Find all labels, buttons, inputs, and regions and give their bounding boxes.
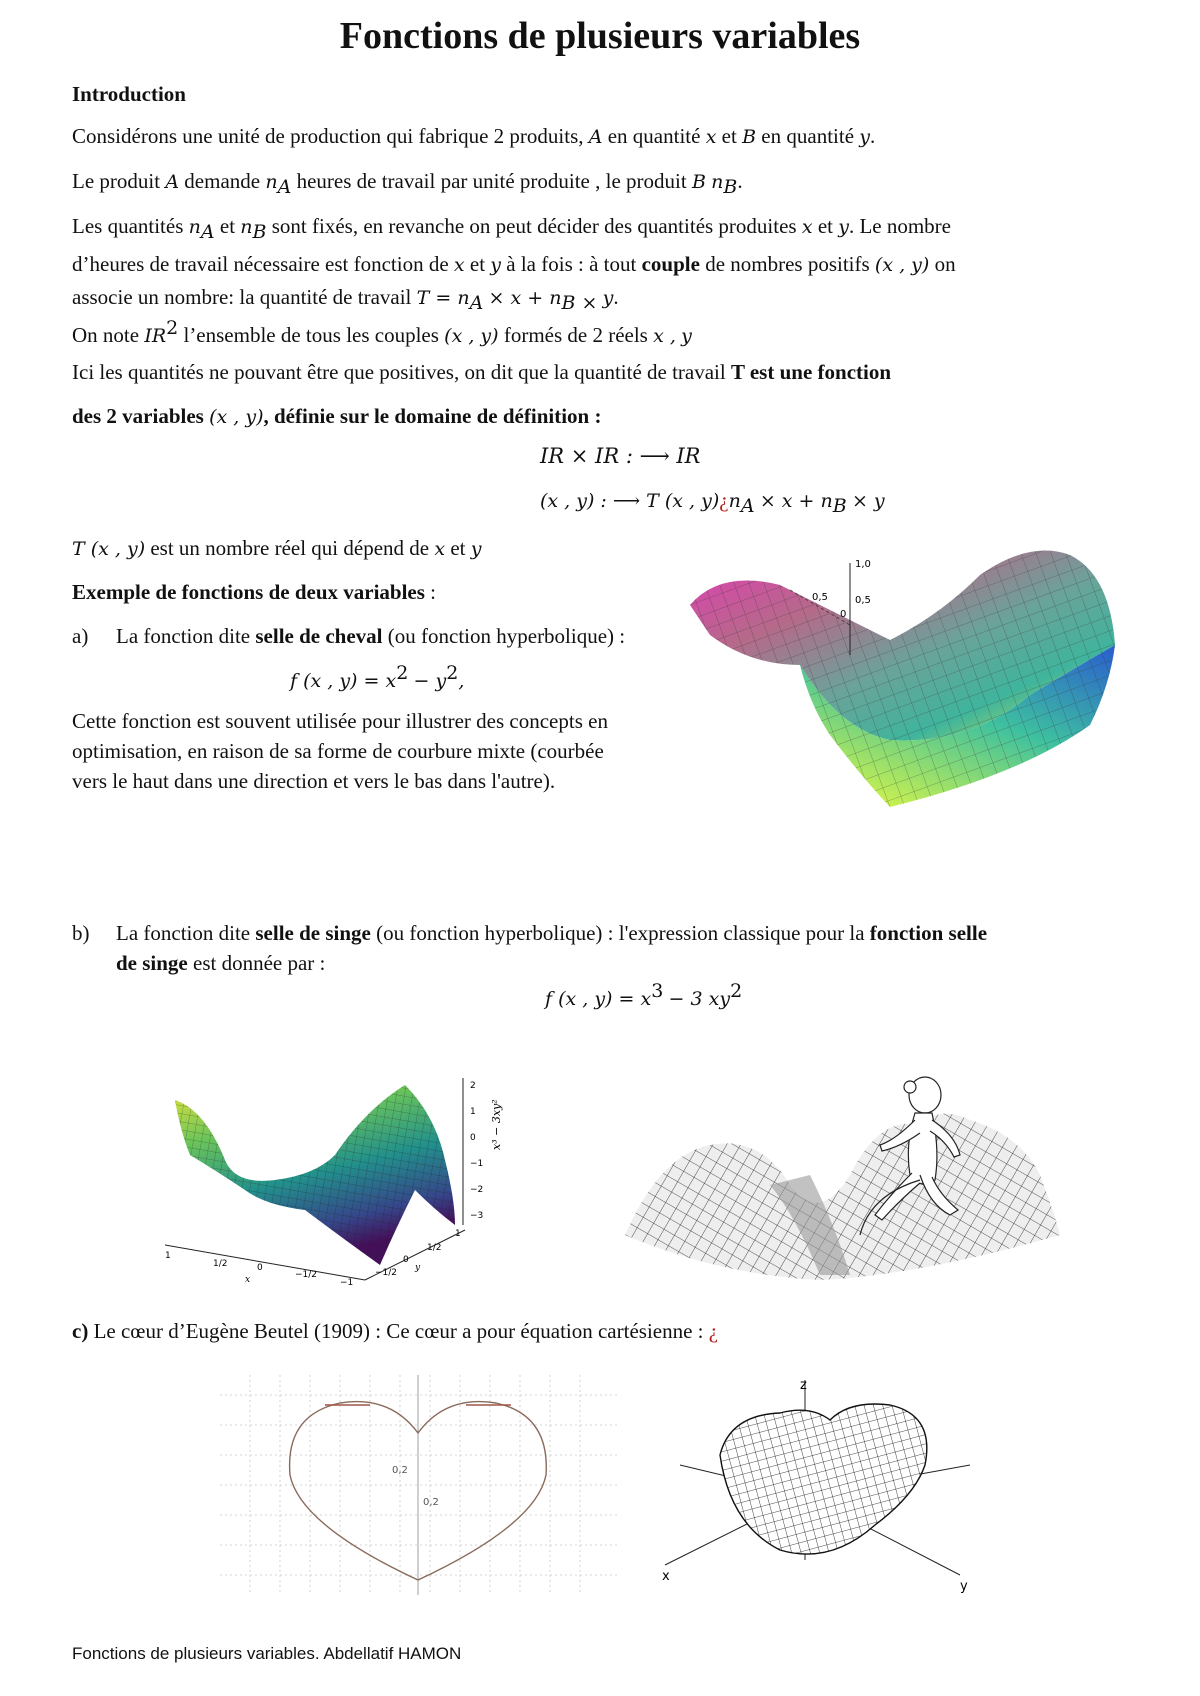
p2-subB: B — [723, 176, 738, 199]
heart-3d-figure — [660, 1375, 990, 1595]
p1-B: B — [742, 126, 757, 148]
p5-text1: Ici les quantités ne pouvant être que positives, on dit que la quantité de travail — [72, 360, 726, 384]
saddle-tick-a: 0,5 — [812, 592, 828, 603]
eq-b-lhs: f (x , y) = x — [545, 988, 652, 1010]
p3-x: x — [801, 216, 813, 238]
p7-et: et — [450, 536, 466, 560]
item-a-label: a) — [72, 624, 89, 648]
paragraph-4 — [72, 312, 1140, 352]
paragraph-3: Les quantités $n_A$ et $n_B$ sont fixés, en revanche on peut décider des quantités produites x et y. Le nombre d’heures de travail nécessaire est fonction de x et y à la fois : à tout couple de nombres positifs (x , y) on associe un nombre: la quantité de travail $T = n_A \times x + n_{B \times}$ y. — [72, 214, 956, 315]
p7-x: x — [434, 538, 446, 560]
equation-mapping — [540, 488, 885, 517]
monkey-x-tick-1: 1/2 — [213, 1259, 228, 1269]
para-a-line2: optimisation, en raison de sa forme de courbure mixte (courbée — [72, 739, 604, 763]
eq-a-sup2: 2 — [446, 662, 459, 684]
monkey-y-tick-3: 1 — [455, 1229, 461, 1239]
intro-heading: Introduction — [72, 82, 186, 106]
p3-line1c: . Le nombre — [848, 214, 951, 238]
p1-text3: et — [721, 124, 737, 148]
p2-text1: Le produit — [72, 169, 161, 193]
page-footer: Fonctions de plusieurs variables. Abdellatif HAMON — [72, 1644, 462, 1663]
p5-bold: T est une fonction — [730, 360, 892, 384]
item-c-text: Le cœur d’Eugène Beutel (1909) : Ce cœur a pour équation cartésienne : — [93, 1319, 704, 1343]
p6-bold1: des 2 variables — [72, 404, 204, 428]
page-title: Fonctions de plusieurs variables — [339, 15, 861, 57]
item-b-label: b) — [72, 921, 90, 945]
monkey-y-tick-1: 0 — [403, 1255, 409, 1265]
monkey-z-tick-0: 2 — [470, 1081, 476, 1091]
monkey-saddle-figure — [165, 1070, 535, 1295]
p1-y: y — [859, 126, 870, 148]
heart3d-x-label: x — [662, 1569, 670, 1584]
monkey-y-tick-2: 1/2 — [427, 1243, 442, 1253]
p3-xy: (x , y) — [874, 254, 930, 277]
eq-a-mid: − y — [413, 670, 447, 692]
p4-x: x , — [653, 325, 676, 347]
item-c-label: c) — [72, 1319, 89, 1343]
paragraph-2 — [72, 165, 1140, 203]
saddle-tick-mid: 0,5 — [855, 595, 871, 606]
saddle-surface-figure — [690, 545, 1130, 810]
p3-et2: et — [817, 214, 833, 238]
p7-y: y — [470, 538, 482, 560]
monkey-y-tick-0: −1/2 — [375, 1268, 398, 1278]
equation-monkey-saddle — [545, 980, 742, 1011]
p1-x: x — [705, 126, 717, 148]
monkey-z-tick-5: −3 — [470, 1211, 484, 1221]
p1-text4: en quantité — [761, 124, 855, 148]
item-a-text2: (ou fonction hyperbolique) : — [387, 624, 626, 648]
item-c-q: ¿ — [708, 1319, 719, 1343]
heart-2d-figure — [220, 1375, 620, 1595]
paragraph-saddle — [72, 706, 712, 796]
item-b-text2: (ou fonction hyperbolique) : l'expression classique pour la — [376, 921, 865, 945]
example-colon: : — [430, 580, 437, 604]
p3-subA: A — [200, 221, 215, 244]
monkey-z-tick-1: 1 — [470, 1107, 476, 1117]
item-c — [72, 1315, 1140, 1347]
p1-A: A — [588, 126, 603, 148]
heart-label-2: 0,2 — [423, 1497, 439, 1508]
p3-formula: T = n — [416, 287, 470, 310]
saddle-tick-b: 0 — [840, 609, 847, 620]
p3-y: y — [838, 216, 849, 238]
eq2-c: × x + n — [759, 490, 833, 512]
eq2-d: × y — [851, 490, 885, 512]
paragraph-1 — [72, 120, 1140, 153]
saddle-tick-top: 1,0 — [855, 559, 871, 570]
p3-line1a: Les quantités — [72, 214, 184, 238]
item-b-text1: La fonction dite — [116, 921, 251, 945]
p1-text2: en quantité — [607, 124, 701, 148]
paragraph-6 — [72, 400, 1140, 433]
p3-f-end: y — [602, 287, 614, 310]
p2-A: A — [165, 171, 180, 193]
p3-end: . — [613, 285, 619, 310]
monkey-mesh — [175, 1085, 455, 1265]
monkey-y-name: y — [415, 1263, 421, 1273]
p4-text2: l’ensemble de tous les couples — [183, 323, 439, 347]
p2-B: B — [691, 171, 706, 193]
p2-nA: n — [265, 171, 278, 193]
eq-b-mid: − 3 xy — [668, 988, 731, 1010]
p6-bold2: , définie sur le domaine de définition : — [263, 404, 602, 428]
p3-nA: n — [188, 216, 201, 238]
item-b-bold1: selle de singe — [255, 921, 371, 945]
item-b — [72, 918, 1140, 978]
p2-text3: heures de travail par unité produite , le produit — [296, 169, 687, 193]
heart3d-y-label: y — [960, 1579, 968, 1594]
monkey-z-tick-2: 0 — [470, 1133, 476, 1143]
p2-subA: A — [277, 176, 292, 199]
monkey-x-name: x — [245, 1275, 251, 1285]
p3-line2c: de nombres positifs — [705, 252, 870, 277]
p3-nB: n — [240, 216, 253, 238]
equation-domain: IR × IR : ⟶ IR — [540, 444, 701, 468]
p2-end: . — [737, 169, 743, 193]
monkey-z-label: x³ − 3xy² — [490, 1099, 503, 1150]
item-b-bold2: fonction selle — [869, 921, 988, 945]
eq2-b: n — [728, 490, 741, 512]
saddle-mesh — [690, 551, 1115, 808]
eq-b-sup1: 3 — [651, 980, 664, 1002]
p3-f-subB: B × — [561, 292, 598, 315]
monkey-x-tick-0: 1 — [165, 1251, 171, 1261]
p4-text1: On note — [72, 323, 140, 347]
heart3d-z-label: z — [800, 1378, 807, 1393]
monkey-x-tick-4: −1 — [340, 1278, 354, 1288]
item-a-bold: selle de cheval — [255, 624, 383, 648]
p3-line3a: associe un nombre: la quantité de travail — [72, 285, 412, 310]
paragraph-5 — [72, 356, 1140, 388]
heart3d-mesh — [720, 1404, 927, 1554]
monkey-x-tick-2: 0 — [257, 1263, 263, 1273]
item-b-text3: est donnée par : — [193, 951, 326, 975]
eq2-subA: A — [740, 495, 755, 518]
eq2-subB: B — [832, 495, 847, 518]
eq2-q: ¿ — [719, 488, 729, 512]
para-a-line3: vers le haut dans une direction et vers le bas dans l'autre). — [72, 769, 556, 793]
p4-y: y — [681, 325, 692, 347]
p3-f-mid: × x + n — [488, 287, 562, 310]
p3-line1b: sont fixés, en revanche on peut décider des quantités produites — [271, 214, 797, 238]
p2-nB: n — [711, 171, 724, 193]
p6-xy: (x , y) — [209, 406, 264, 428]
p7-m1: T (x , y) — [72, 538, 146, 560]
p3-line2d: on — [934, 252, 956, 277]
p2-text2: demande — [184, 169, 261, 193]
equation-saddle — [290, 662, 464, 693]
p3-f-subA: A — [469, 292, 484, 315]
monkey-z-tick-3: −1 — [470, 1159, 484, 1169]
item-b-bold3: de singe — [116, 951, 188, 975]
p1-end: . — [870, 124, 876, 148]
p1-text1: Considérons une unité de production qui fabrique 2 produits, — [72, 124, 584, 148]
p3-subB: B — [252, 221, 267, 244]
p3-et: et — [219, 214, 236, 238]
p4-xy: (x , y) — [444, 325, 499, 347]
para-a-line1: Cette fonction est souvent utilisée pour illustrer des concepts en — [72, 709, 608, 733]
monkey-z-tick-4: −2 — [470, 1185, 484, 1195]
p3-line2b: à la fois : à tout — [506, 252, 637, 277]
heart-grid — [220, 1375, 620, 1595]
p4-IR: IR — [144, 325, 167, 347]
example-heading: Exemple de fonctions de deux variables — [72, 580, 425, 604]
p3-line2a: d’heures de travail nécessaire est fonction de — [72, 252, 449, 277]
monkey-saddle-illustration — [620, 1065, 1080, 1305]
eq-a-end: , — [458, 670, 465, 692]
p4-text3: formés de 2 réels — [503, 323, 648, 347]
eq-b-sup2: 2 — [730, 980, 743, 1002]
p3-couple: couple — [641, 252, 700, 277]
eq-a-sup1: 2 — [396, 662, 409, 684]
eq-a-lhs: f (x , y) = x — [290, 670, 397, 692]
heart-label-1: 0,2 — [392, 1465, 408, 1476]
item-a-text1: La fonction dite — [116, 624, 251, 648]
eq2-a: (x , y) : ⟶ T (x , y) — [540, 490, 720, 512]
p7-text: est un nombre réel qui dépend de — [150, 536, 430, 560]
p4-sup: 2 — [166, 317, 179, 339]
monkey-x-tick-3: −1/2 — [295, 1270, 318, 1280]
monkey-x-axis — [165, 1245, 365, 1280]
